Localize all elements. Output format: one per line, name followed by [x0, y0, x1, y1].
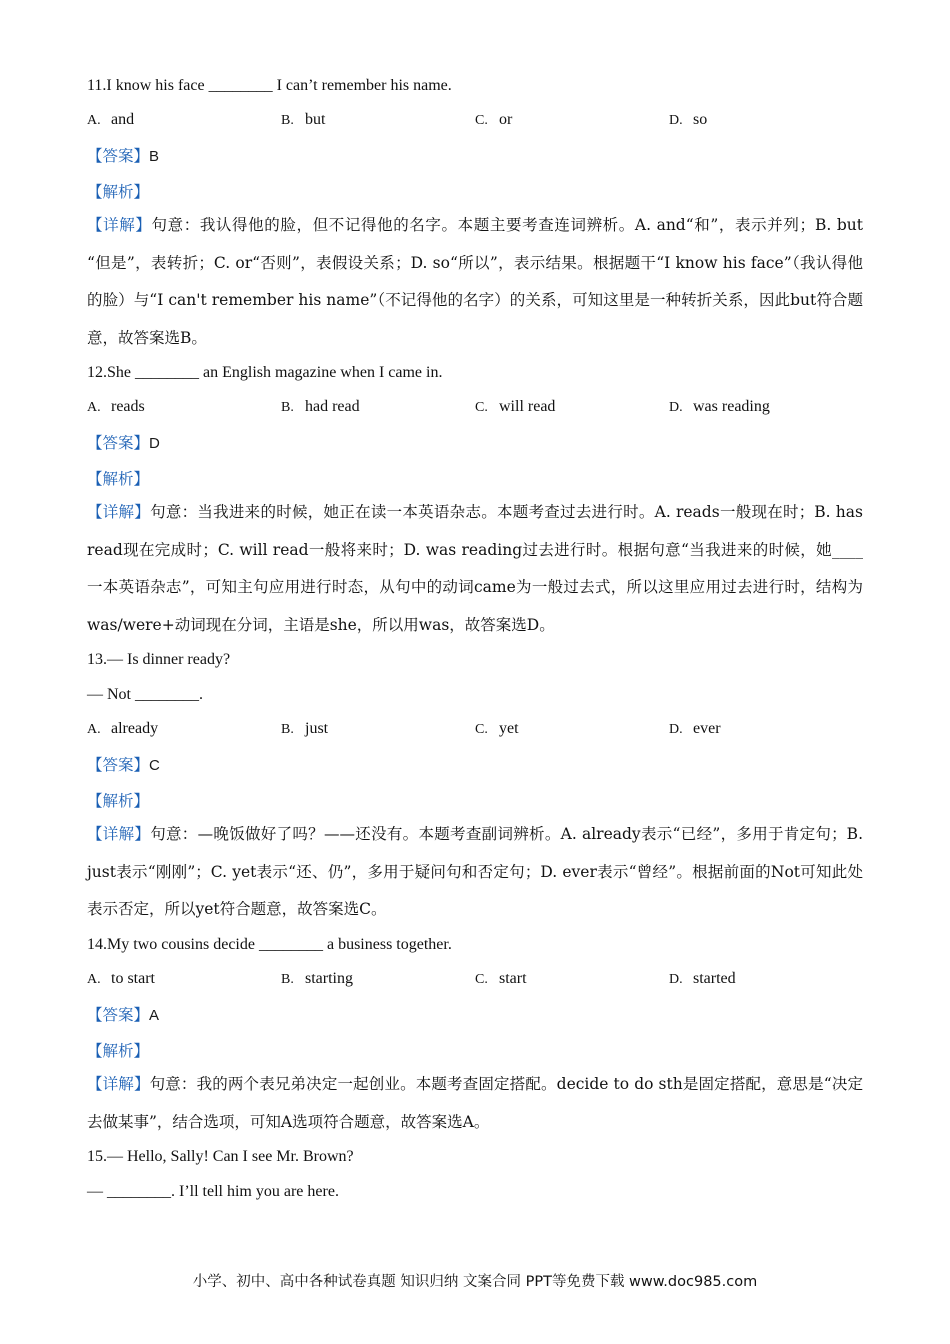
question-11-options	[87, 111, 867, 131]
question-11-detail: 【详解】句意：我认得他的脸，但不记得他的名字。本题主要考查连词辨析。A. and“和”，表示并列；B. but “但是”，表转折；C. or“否则”，表假设关系；D. so“所以”，表示结果。根据题干“I know his face”（我认得他的脸）与“I can't remember his name”（不记得他的名字）的关系，可知这里是一种转折关系，因此but符合题意，故答案选B。	[87, 216, 863, 347]
option-c: C. start	[475, 970, 527, 987]
option-b: B. just	[281, 720, 329, 737]
page-footer: 小学、初中、高中各种试卷真题 知识归纳 文案合同 PPT等免费下载 www.doc985.com	[192, 1274, 758, 1290]
question-12-analysis-tag: 【解析】	[87, 470, 150, 488]
question-11-stem: 11.I know his face ________ I can’t remember his name.	[87, 77, 452, 94]
option-b: B. had read	[281, 398, 360, 415]
question-13-answer: 【答案】C	[87, 756, 160, 774]
question-13-stem-reply: — Not ________.	[87, 686, 203, 703]
option-d: D. ever	[669, 720, 721, 737]
question-13-detail: 【详解】句意：—晚饭做好了吗？——还没有。本题考查副词辨析。A. already表示“已经”，多用于肯定句；B. just表示“刚刚”；C. yet表示“还、仍”，多用于疑问句和否定句；D. ever表示“曾经”。根据前面的Not可知此处表示否定，所以yet符合题意，故答案选C。	[87, 825, 863, 918]
option-d: D. was reading	[669, 398, 770, 415]
option-a: A. to start	[87, 970, 155, 987]
question-14-answer: 【答案】A	[87, 1006, 160, 1024]
question-13-stem: 13.— Is dinner ready?	[87, 651, 231, 668]
question-12-options	[87, 398, 867, 418]
question-13-options	[87, 720, 867, 740]
question-14-detail: 【详解】句意：我的两个表兄弟决定一起创业。本题考查固定搭配。decide to do sth是固定搭配，意思是“决定去做某事”，结合选项，可知A选项符合题意，故答案选A。	[87, 1075, 863, 1131]
option-a: A. already	[87, 720, 159, 737]
question-12-detail: 【详解】句意：当我进来的时候，她正在读一本英语杂志。本题考查过去进行时。A. reads一般现在时；B. has read现在完成时；C. will read一般将来时；D. was reading过去进行时。根据句意“当我进来的时候，她____一本英语杂志”，可知主句应用进行时态，从句中的动词came为一般过去式，所以这里应用过去进行时，结构为was/were+动词现在分词，主语是she，所以用was，故答案选D。	[87, 503, 863, 634]
option-d: D. started	[669, 970, 736, 987]
question-11-analysis-tag: 【解析】	[87, 183, 150, 201]
option-b: B. but	[281, 111, 326, 128]
question-14-stem: 14.My two cousins decide ________ a business together.	[87, 936, 452, 953]
option-a: A. and	[87, 111, 135, 128]
option-c: C. will read	[475, 398, 556, 415]
question-11-answer: 【答案】B	[87, 147, 160, 165]
option-d: D. so	[669, 111, 708, 128]
question-14-analysis-tag: 【解析】	[87, 1042, 150, 1060]
question-15-stem: 15.— Hello, Sally! Can I see Mr. Brown?	[87, 1148, 354, 1165]
option-a: A. reads	[87, 398, 145, 415]
question-12-answer: 【答案】D	[87, 434, 160, 452]
question-14-options	[87, 970, 867, 990]
question-13-analysis-tag: 【解析】	[87, 792, 150, 810]
option-b: B. starting	[281, 970, 353, 987]
question-12-stem: 12.She ________ an English magazine when I came in.	[87, 364, 443, 381]
option-c: C. yet	[475, 720, 519, 737]
question-15-stem-reply: — ________. I’ll tell him you are here.	[87, 1183, 339, 1200]
option-c: C. or	[475, 111, 513, 128]
